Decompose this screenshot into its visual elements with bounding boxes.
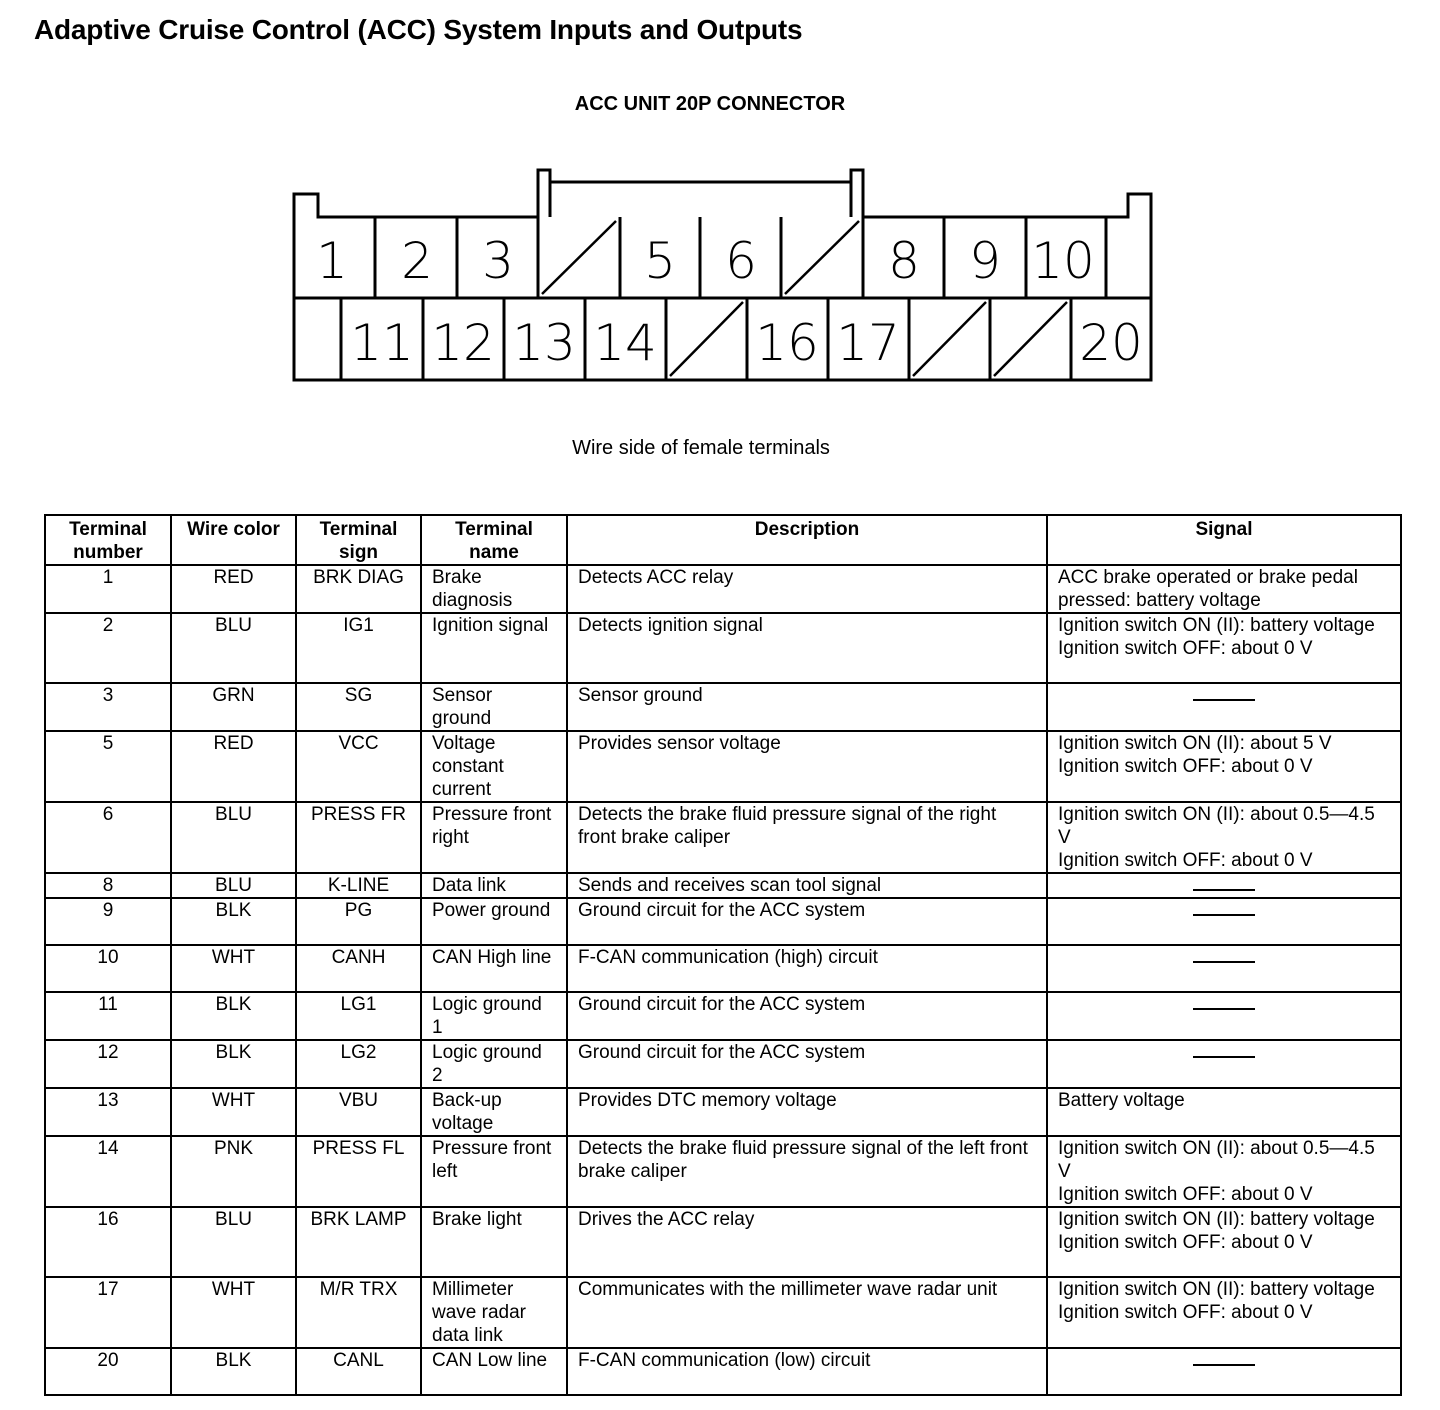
cell-wire-color: BLU [171,802,296,873]
header-terminal-number: Terminal number [45,515,171,565]
cell-wire-color: GRN [171,683,296,731]
table-row [45,802,1401,873]
cell-signal [1047,1348,1401,1395]
table-header-row [45,515,1401,565]
signal-line: Battery voltage [1058,1090,1185,1111]
cell-terminal-name: Back-up voltage [421,1088,567,1136]
cell-terminal-name: Millimeter wave radar data link [421,1277,567,1348]
cell-terminal-number: 20 [45,1348,171,1395]
connector-diagram [280,160,1170,390]
cell-terminal-sign: CANH [296,945,421,992]
terminal-label: 12 [431,314,495,372]
cell-description: Communicates with the millimeter wave radar unit [567,1277,1047,1348]
table-row [45,1277,1401,1348]
cell-description: Sends and receives scan tool signal [567,873,1047,898]
signal-line: Ignition switch ON (II): about 5 V [1058,733,1332,754]
cell-signal [1047,898,1401,945]
cell-terminal-number: 10 [45,945,171,992]
cell-terminal-sign: SG [296,683,421,731]
cell-description: Ground circuit for the ACC system [567,1040,1047,1088]
cell-description: Ground circuit for the ACC system [567,898,1047,945]
cell-wire-color: PNK [171,1136,296,1207]
cell-terminal-name: Logic ground 2 [421,1040,567,1088]
header-description: Description [567,515,1047,565]
terminal-label: 1 [316,232,348,290]
cell-signal [1047,731,1401,802]
cell-description: Provides sensor voltage [567,731,1047,802]
signal-line: ACC brake operated or brake pedal pressed: battery voltage [1058,567,1358,611]
cell-terminal-name: Brake light [421,1207,567,1277]
cell-terminal-name: Voltage constant current [421,731,567,802]
cell-signal [1047,992,1401,1040]
cell-terminal-sign: BRK LAMP [296,1207,421,1277]
signal-line: Ignition switch ON (II): battery voltage [1058,1209,1375,1230]
header-terminal-sign: Terminal sign [296,515,421,565]
no-signal-dash [1193,889,1255,891]
cell-signal [1047,613,1401,683]
cell-signal [1047,1040,1401,1088]
terminal-label: 11 [350,314,414,372]
cell-description: Sensor ground [567,683,1047,731]
cell-terminal-name: Pressure front left [421,1136,567,1207]
page-title: Adaptive Cruise Control (ACC) System Inputs and Outputs [34,14,803,45]
wire-side-caption: Wire side of female terminals [572,437,830,459]
cell-wire-color: BLU [171,613,296,683]
terminal-label: 5 [644,232,676,290]
cell-wire-color: WHT [171,1277,296,1348]
table-row [45,565,1401,613]
signal-line: Ignition switch ON (II): battery voltage [1058,1279,1375,1300]
signal-line: Ignition switch ON (II): battery voltage [1058,615,1375,636]
cell-terminal-number: 16 [45,1207,171,1277]
table-row [45,898,1401,945]
cell-terminal-name: Data link [421,873,567,898]
cell-signal [1047,802,1401,873]
cell-terminal-sign: PRESS FR [296,802,421,873]
terminal-label: 16 [755,314,819,372]
cell-terminal-name: Brake diagnosis [421,565,567,613]
cell-terminal-number: 17 [45,1277,171,1348]
table-row [45,873,1401,898]
table-row [45,731,1401,802]
cell-wire-color: BLK [171,898,296,945]
terminal-label: 10 [1031,232,1095,290]
signal-line: Ignition switch OFF: about 0 V [1058,1184,1313,1205]
cell-description: Drives the ACC relay [567,1207,1047,1277]
table-row [45,1088,1401,1136]
no-signal-dash [1193,961,1255,963]
cell-terminal-number: 9 [45,898,171,945]
cell-terminal-sign: BRK DIAG [296,565,421,613]
no-signal-dash [1193,1364,1255,1366]
io-table [44,514,1402,1396]
cell-description: Provides DTC memory voltage [567,1088,1047,1136]
cell-wire-color: BLK [171,992,296,1040]
cell-terminal-sign: LG1 [296,992,421,1040]
cell-terminal-number: 13 [45,1088,171,1136]
cell-description: F-CAN communication (high) circuit [567,945,1047,992]
table-row [45,613,1401,683]
terminal-label: 20 [1079,314,1143,372]
signal-line: Ignition switch OFF: about 0 V [1058,756,1313,777]
terminal-label: 14 [593,314,657,372]
cell-terminal-number: 11 [45,992,171,1040]
cell-wire-color: BLU [171,1207,296,1277]
no-signal-dash [1193,914,1255,916]
cell-wire-color: BLK [171,1348,296,1395]
header-signal: Signal [1047,515,1401,565]
terminal-label: 8 [888,232,920,290]
cell-signal [1047,1277,1401,1348]
no-signal-dash [1193,699,1255,701]
terminal-label: 6 [725,232,757,290]
cell-terminal-name: Pressure front right [421,802,567,873]
table-row [45,992,1401,1040]
cell-terminal-sign: K-LINE [296,873,421,898]
cell-description: Detects ACC relay [567,565,1047,613]
cell-terminal-sign: CANL [296,1348,421,1395]
signal-line: Ignition switch OFF: about 0 V [1058,850,1313,871]
cell-signal [1047,1136,1401,1207]
terminal-label: 3 [482,232,514,290]
cell-description: Detects ignition signal [567,613,1047,683]
cell-description: Detects the brake fluid pressure signal of the left front brake caliper [567,1136,1047,1207]
cell-terminal-number: 2 [45,613,171,683]
cell-terminal-sign: VBU [296,1088,421,1136]
cell-signal [1047,1088,1401,1136]
table-row [45,1040,1401,1088]
cell-wire-color: RED [171,731,296,802]
signal-line: Ignition switch OFF: about 0 V [1058,1302,1313,1323]
cell-terminal-number: 12 [45,1040,171,1088]
terminal-label: 13 [512,314,576,372]
table-row [45,1136,1401,1207]
cell-terminal-name: Sensor ground [421,683,567,731]
cell-terminal-sign: M/R TRX [296,1277,421,1348]
cell-terminal-sign: VCC [296,731,421,802]
table-row [45,683,1401,731]
cell-signal [1047,683,1401,731]
signal-line: Ignition switch ON (II): about 0.5—4.5 V [1058,804,1375,848]
signal-line: Ignition switch OFF: about 0 V [1058,1232,1313,1253]
cell-terminal-name: Ignition signal [421,613,567,683]
cell-description: Detects the brake fluid pressure signal of the right front brake caliper [567,802,1047,873]
cell-terminal-name: CAN High line [421,945,567,992]
cell-wire-color: BLK [171,1040,296,1088]
cell-terminal-sign: LG2 [296,1040,421,1088]
cell-terminal-number: 6 [45,802,171,873]
cell-terminal-number: 8 [45,873,171,898]
cell-signal [1047,1207,1401,1277]
cell-terminal-sign: PRESS FL [296,1136,421,1207]
signal-line: Ignition switch ON (II): about 0.5—4.5 V [1058,1138,1375,1182]
cell-description: Ground circuit for the ACC system [567,992,1047,1040]
cell-description: F-CAN communication (low) circuit [567,1348,1047,1395]
table-row [45,945,1401,992]
cell-terminal-number: 3 [45,683,171,731]
signal-line: Ignition switch OFF: about 0 V [1058,638,1313,659]
cell-terminal-name: Logic ground 1 [421,992,567,1040]
connector-title: ACC UNIT 20P CONNECTOR [574,93,846,115]
terminal-label: 9 [969,232,1001,290]
cell-wire-color: WHT [171,1088,296,1136]
cell-terminal-number: 5 [45,731,171,802]
cell-terminal-number: 1 [45,565,171,613]
cell-signal [1047,565,1401,613]
cell-signal [1047,945,1401,992]
cell-terminal-name: Power ground [421,898,567,945]
table-row [45,1348,1401,1395]
cell-terminal-sign: PG [296,898,421,945]
terminal-label: 17 [836,314,900,372]
header-terminal-name: Terminal name [421,515,567,565]
terminal-label: 2 [401,232,433,290]
header-wire-color: Wire color [171,515,296,565]
cell-wire-color: WHT [171,945,296,992]
cell-wire-color: BLU [171,873,296,898]
cell-terminal-name: CAN Low line [421,1348,567,1395]
cell-terminal-sign: IG1 [296,613,421,683]
table-row [45,1207,1401,1277]
cell-wire-color: RED [171,565,296,613]
cell-terminal-number: 14 [45,1136,171,1207]
io-table-body [45,565,1401,1395]
no-signal-dash [1193,1008,1255,1010]
cell-signal [1047,873,1401,898]
no-signal-dash [1193,1056,1255,1058]
